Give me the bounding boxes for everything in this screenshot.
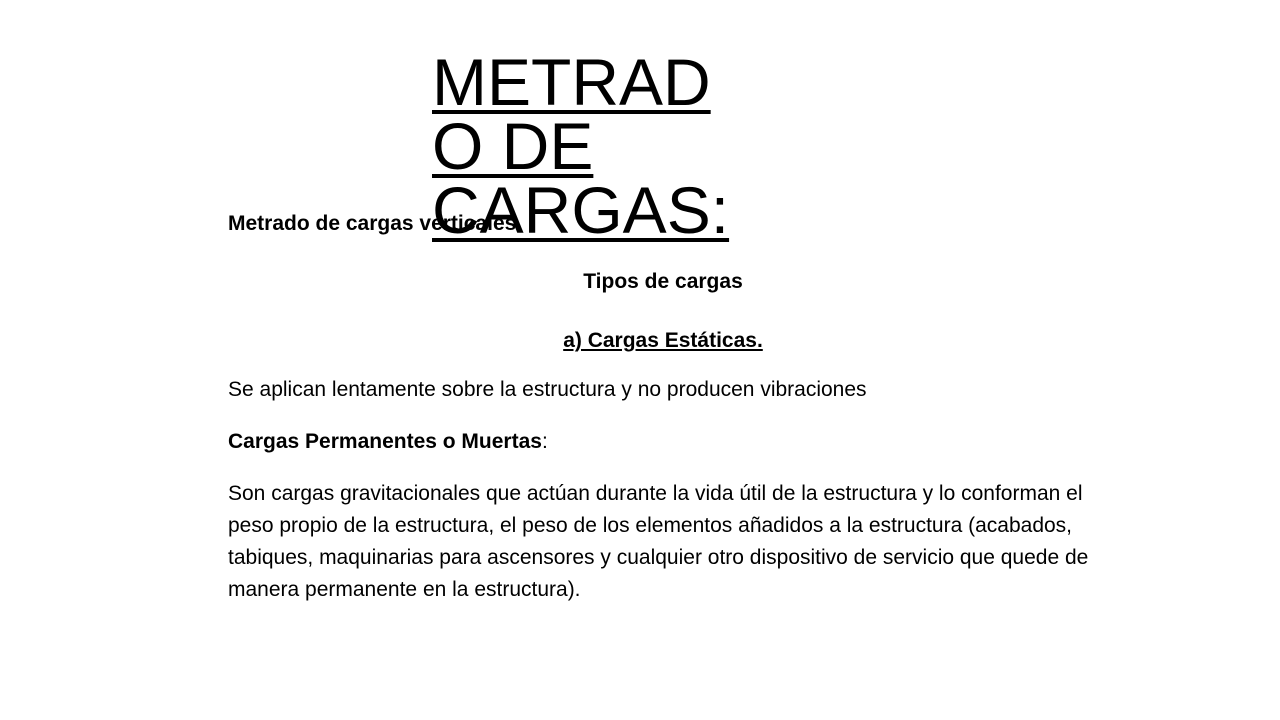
paragraph-permanent-description: Son cargas gravitacionales que actúan durante la vida útil de la estructura y lo conforman el peso propio de la estructura, el peso de los elementos añadidos a la estructura (acabados, tabiques, maquinarias para ascensores y cualquier otro dispositivo de servicio que quede de manera permanente en la estructura). — [228, 482, 1089, 601]
permanent-loads-label: Cargas Permanentes o Muertas — [228, 430, 542, 453]
heading-vertical-loads: Metrado de cargas verticales — [228, 212, 517, 235]
subheading-load-types: Tipos de cargas — [583, 270, 743, 293]
slide-title: METRADO DE CARGAS: — [432, 45, 730, 247]
slide-body — [228, 205, 1098, 606]
paragraph-static-description: Se aplican lentamente sobre la estructura y no producen vibraciones — [228, 378, 867, 401]
permanent-loads-colon: : — [541, 430, 548, 453]
section-static-loads: a) Cargas Estáticas. — [563, 329, 763, 352]
permanent-loads-label-line — [228, 426, 1098, 458]
